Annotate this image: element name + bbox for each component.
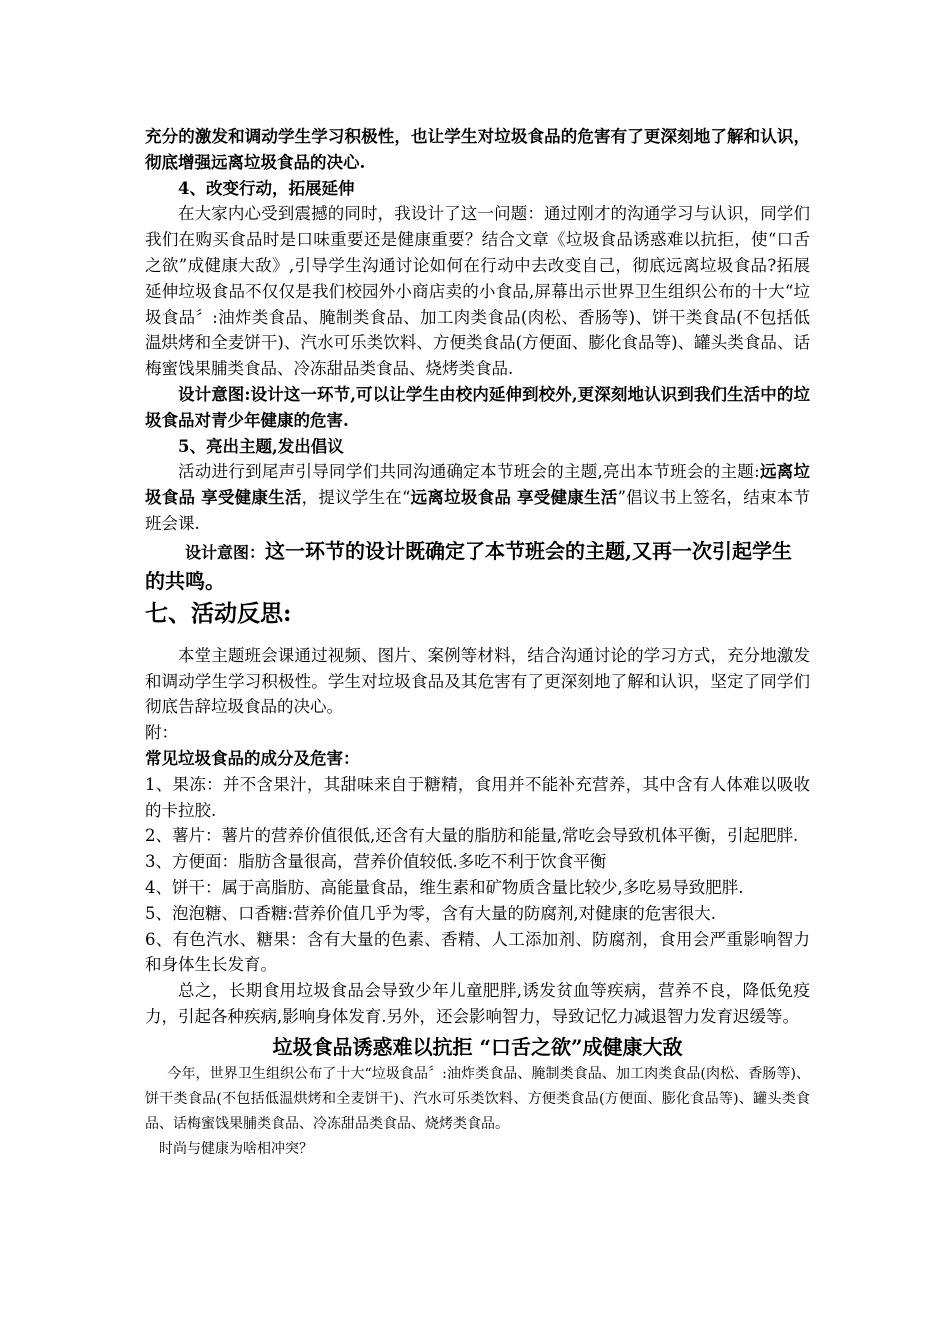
step5-theme-2: 远离垃圾食品 享受健康生活 xyxy=(410,488,618,508)
list-item: 4、饼干：属于高脂肪、高能量食品，维生素和矿物质含量比较少,多吃易导致肥胖. xyxy=(145,877,744,897)
appendix-label: 附： xyxy=(145,723,178,743)
article-paragraph-question: 时尚与健康为啥相冲突？ xyxy=(159,1140,313,1157)
list-item: 5、泡泡糖、口香糖:营养价值几乎为零，含有大量的防腐剂,对健康的危害很大. xyxy=(145,903,717,923)
design-intent-5 xyxy=(145,537,810,595)
document-page xyxy=(145,124,810,1162)
step5-text-c: ，提议学生在“ xyxy=(301,488,411,508)
appendix-title: 常见垃圾食品的成分及危害： xyxy=(145,748,360,768)
article-paragraph: 今年，世界卫生组织公布了十大“垃圾食品〞:油炸类食品、腌制类食品、加工肉类食品(肉松、香肠等)、饼干类食品(不包括低温烘烤和全麦饼干)、汽水可乐类饮料、方便类食品(方便面、膨化食品等)、罐头类食品、话梅蜜饯果脯类食品、冷冻甜品类食品、烧烤类食品。 xyxy=(145,1065,810,1132)
list-item: 3、方便面：脂肪含量很高，营养价值较低.多吃不利于饮食平衡 xyxy=(145,852,607,872)
list-item: 1、果冻：并不含果汁，其甜味来自于糖精，食用并不能补充营养，其中含有人体难以吸收的卡拉胶. xyxy=(145,774,810,820)
paragraph-intro-end: 充分的激发和调动学生学习积极性，也让学生对垃圾食品的危害有了更深刻地了解和认识，彻底增强远离垃圾食品的决心. xyxy=(145,127,810,172)
paragraph-step-4: 在大家内心受到震撼的同时，我设计了这一问题：通过刚才的沟通学习与认识，同学们我们在购买食品时是口味重要还是健康重要？结合文章《垃圾食品诱惑难以抗拒，使“口舌之欲”成健康大敌》,引导学生沟通讨论如何在行动中去改变自己，彻底远离垃圾食品?拓展延伸垃圾食品不仅仅是我们校园外小商店卖的小食品,屏幕出示世界卫生组织公布的十大“垃圾食品〞:油炸类食品、腌制类食品、加工肉类食品(肉松、香肠等)、饼干类食品(不包括低温烘烤和全麦饼干)、汽水可乐类饮料、方便类食品(方便面、膨化食品等)、罐头类食品、话梅蜜饯果脯类食品、冷冻甜品类食品、烧烤类食品. xyxy=(145,204,810,379)
design-intent-4: 设计意图:设计这一环节,可以让学生由校内延伸到校外,更深刻地认识到我们生活中的垃圾食品对青少年健康的危害. xyxy=(145,384,810,430)
step5-text-e: ”倡议书上签名，结束本节班会课. xyxy=(145,488,810,533)
article-title: 垃圾食品诱惑难以抗拒 “口舌之欲”成健康大敌 xyxy=(272,1034,683,1059)
section-heading-reflection: 七、活动反思: xyxy=(145,599,292,627)
heading-step-5: 5、亮出主题,发出倡议 xyxy=(178,436,344,456)
step5-theme-1: 远离垃圾食品 享受健康生活 xyxy=(145,462,810,508)
step5-text-a: 活动进行到尾声引导同学们共同沟通确定本节班会的主题,亮出本节班会的主题: xyxy=(178,462,760,482)
paragraph-reflection: 本堂主题班会课通过视频、图片、案例等材料，结合沟通讨论的学习方式，充分地激发和调动学生学习积极性。学生对垃圾食品及其危害有了更深刻地了解和认识，坚定了同学们彻底告辞垃圾食品的决心。 xyxy=(145,645,810,717)
list-item: 6、有色汽水、糖果：含有大量的色素、香精、人工添加剂、防腐剂，食用会严重影响智力和身体生长发育。 xyxy=(145,929,810,975)
heading-step-4: 4、改变行动，拓展延伸 xyxy=(178,178,355,198)
paragraph-summary: 总之，长期食用垃圾食品会导致少年儿童肥胖,诱发贫血等疾病，营养不良，降低免疫力，引起各种疾病,影响身体发育.另外，还会影响智力，导致记忆力减退智力发育迟缓等。 xyxy=(145,981,810,1026)
list-item: 2、薯片：薯片的营养价值很低,还含有大量的脂肪和能量,常吃会导致机体平衡，引起肥胖. xyxy=(145,826,799,846)
paragraph-step-5 xyxy=(145,459,810,536)
design5-lead: 设计意图： xyxy=(185,542,266,562)
design5-rest: 这一环节的设计既确定了本节班会的主题,又再一次引起学生的共鸣。 xyxy=(145,538,792,593)
